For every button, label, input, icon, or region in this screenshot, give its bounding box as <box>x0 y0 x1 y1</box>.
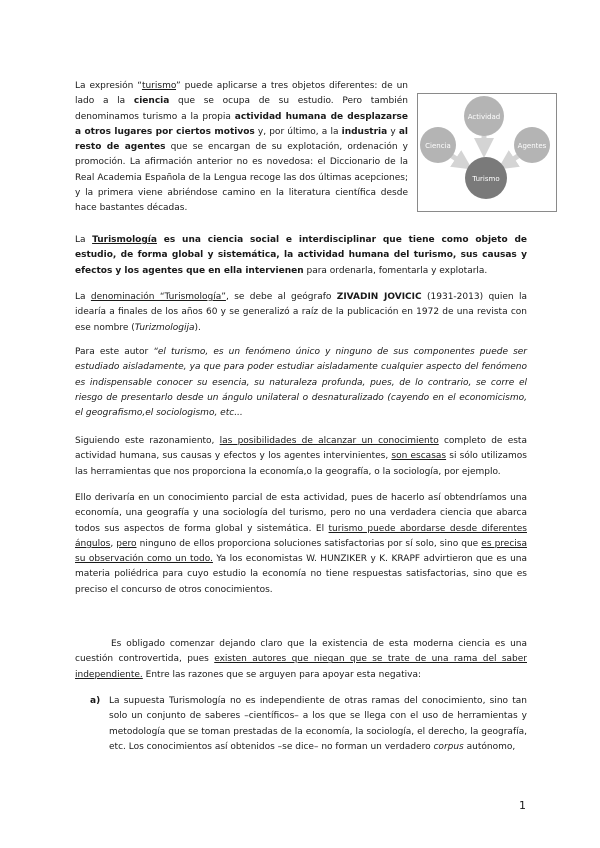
text: La expresión “ <box>75 81 142 91</box>
text: completo de esta actividad humana, sus causas y efectos y los agentes intervinientes, <box>75 436 527 462</box>
paragraph-conocimiento-parcial <box>75 491 527 598</box>
text: La <box>75 235 93 245</box>
label-ciencia: Ciencia <box>425 142 451 150</box>
paragraph-intro <box>75 79 408 217</box>
text: Ello derivaría en un conocimiento parcial de esta actividad, pues de hacerlo así obtendríamos una economía, una geografía y una sociología del turismo, pero no una verdadera ciencia que abarca todos sus aspectos de forma global y sistemática. El <box>75 493 527 534</box>
text: que se ocupa de su estudio. Pero también denominamos turismo a la propia <box>75 96 408 122</box>
label-agentes: Agentes <box>517 142 547 150</box>
text: ” puede aplicarse a tres objetos diferentes: de un lado a la <box>75 81 408 107</box>
turismo-diagram <box>417 93 557 212</box>
text: autónomo, <box>463 741 516 752</box>
text: y <box>387 126 399 137</box>
underlined-text: pero <box>116 538 137 549</box>
author-name: ZIVADIN JOVICIC <box>336 292 422 302</box>
text: ). <box>194 322 201 333</box>
term-turismologia: Turismología <box>92 235 157 245</box>
text: , <box>110 538 117 549</box>
text: que se encargan de su explotación, ordenación y promoción. La afirmación anterior no es novedosa: el Diccionario de la Real Academia Española de la Lengua recoge las dos últimas acepciones; y la primera viene abriéndose camino en la literatura científica desde hace bastantes décadas. <box>75 142 408 214</box>
quote-text: “el turismo, es un fenómeno único y ninguno de sus componentes puede ser estudiado aisladamente, ya que para poder estudiar aisladamente cualquier aspecto del fenómeno es indispensable conocer su esencia, su naturaleza profunda, pues, de lo contrario, se corre el riesgo de presentarlo desde un ángulo unilateral o desnaturalizado (cayendo en el economicismo, el geografismo,el sociologismo, etc... <box>75 347 527 419</box>
underlined-text: son escasas <box>391 451 447 462</box>
text: Ya los economistas W. HUNZIKER y K. KRAPF advirtieron que es una materia poliédrica para cuyo estudio la economía no tiene respuestas satisfactorias, sino que es preciso el concurso de otros conocimientos. <box>75 554 527 595</box>
label-actividad: Actividad <box>467 113 501 121</box>
term-agentes: al resto de agentes <box>75 126 408 153</box>
underlined-text: turismo puede abordarse desde diferentes ángulos <box>75 523 527 549</box>
text: y, por último, a la <box>254 126 342 137</box>
page-number: 1 <box>519 799 526 812</box>
paragraph-denominacion <box>75 290 527 336</box>
journal-name: Turizmologija <box>134 322 195 333</box>
underlined-text: es precisa su observación como un todo. <box>75 538 527 565</box>
paragraph-quote <box>75 345 527 421</box>
list-marker: a) <box>90 696 101 706</box>
term-actividad: actividad humana de desplazarse a otros lugares por ciertos motivos <box>75 111 408 137</box>
underlined-text: las posibilidades de alcanzar un conocimiento <box>219 436 439 446</box>
list-item-text <box>109 694 527 755</box>
text: Para este autor <box>75 347 154 357</box>
text: para ordenarla, fomentarla y explotarla. <box>303 265 488 276</box>
term-corpus: corpus <box>433 741 464 752</box>
term-industria: industria <box>341 126 388 137</box>
term-ciencia: ciencia <box>133 96 170 107</box>
text: si sólo utilizamos las herramientas que nos proporciona la economía,o la geografía, o la sociología, por ejemplo. <box>75 451 527 477</box>
underlined-text: existen autores que niegan que se trate de una rama del saber independiente. <box>75 654 527 680</box>
text: Siguiendo este razonamiento, <box>75 436 220 446</box>
definition-text: es una ciencia social e interdisciplinar que tiene como objeto de estudio, de forma global y sistemática, la actividad humana del turismo, sus causas y efectos y los agentes que en ella intervienen <box>75 235 528 276</box>
list-item-a <box>90 694 527 755</box>
arrow-ciencia <box>452 156 464 164</box>
paragraph-controversia <box>75 637 527 683</box>
text: La supuesta Turismología no es independiente de otras ramas del conocimiento, sino tan solo un conjunto de saberes –científicos– a los que se llega con el uso de herramientas y metodología que se toman prestadas de la economía, la sociología, el derecho, la geografía, etc. Los conocimientos así obtenidos –se dice– no forman un verdadero <box>109 696 527 752</box>
term-turismo: turismo <box>141 81 177 91</box>
text: La <box>75 292 91 302</box>
text: , se debe al geógrafo <box>225 292 337 302</box>
text: (1931-2013) quien la idearía a finales de los años 60 y se generalizó a raíz de la publicación en 1972 de una revista con ese nombre ( <box>75 292 527 333</box>
arrow-agentes <box>506 156 518 164</box>
text: Es obligado comenzar dejando claro que la existencia de esta moderna ciencia es una cuestión controvertida, pues <box>75 639 527 665</box>
diagram-svg <box>418 94 556 211</box>
text: Entre las razones que se arguyen para apoyar esta negativa: <box>142 669 422 680</box>
text: ninguno de ellos proporciona soluciones satisfactorias por sí solo, sino que <box>136 538 482 549</box>
paragraph-definition <box>75 233 527 279</box>
paragraph-razonamiento <box>75 434 527 480</box>
label-turismo: Turismo <box>472 175 500 183</box>
term-denominacion: denominación “Turismología” <box>90 292 226 302</box>
